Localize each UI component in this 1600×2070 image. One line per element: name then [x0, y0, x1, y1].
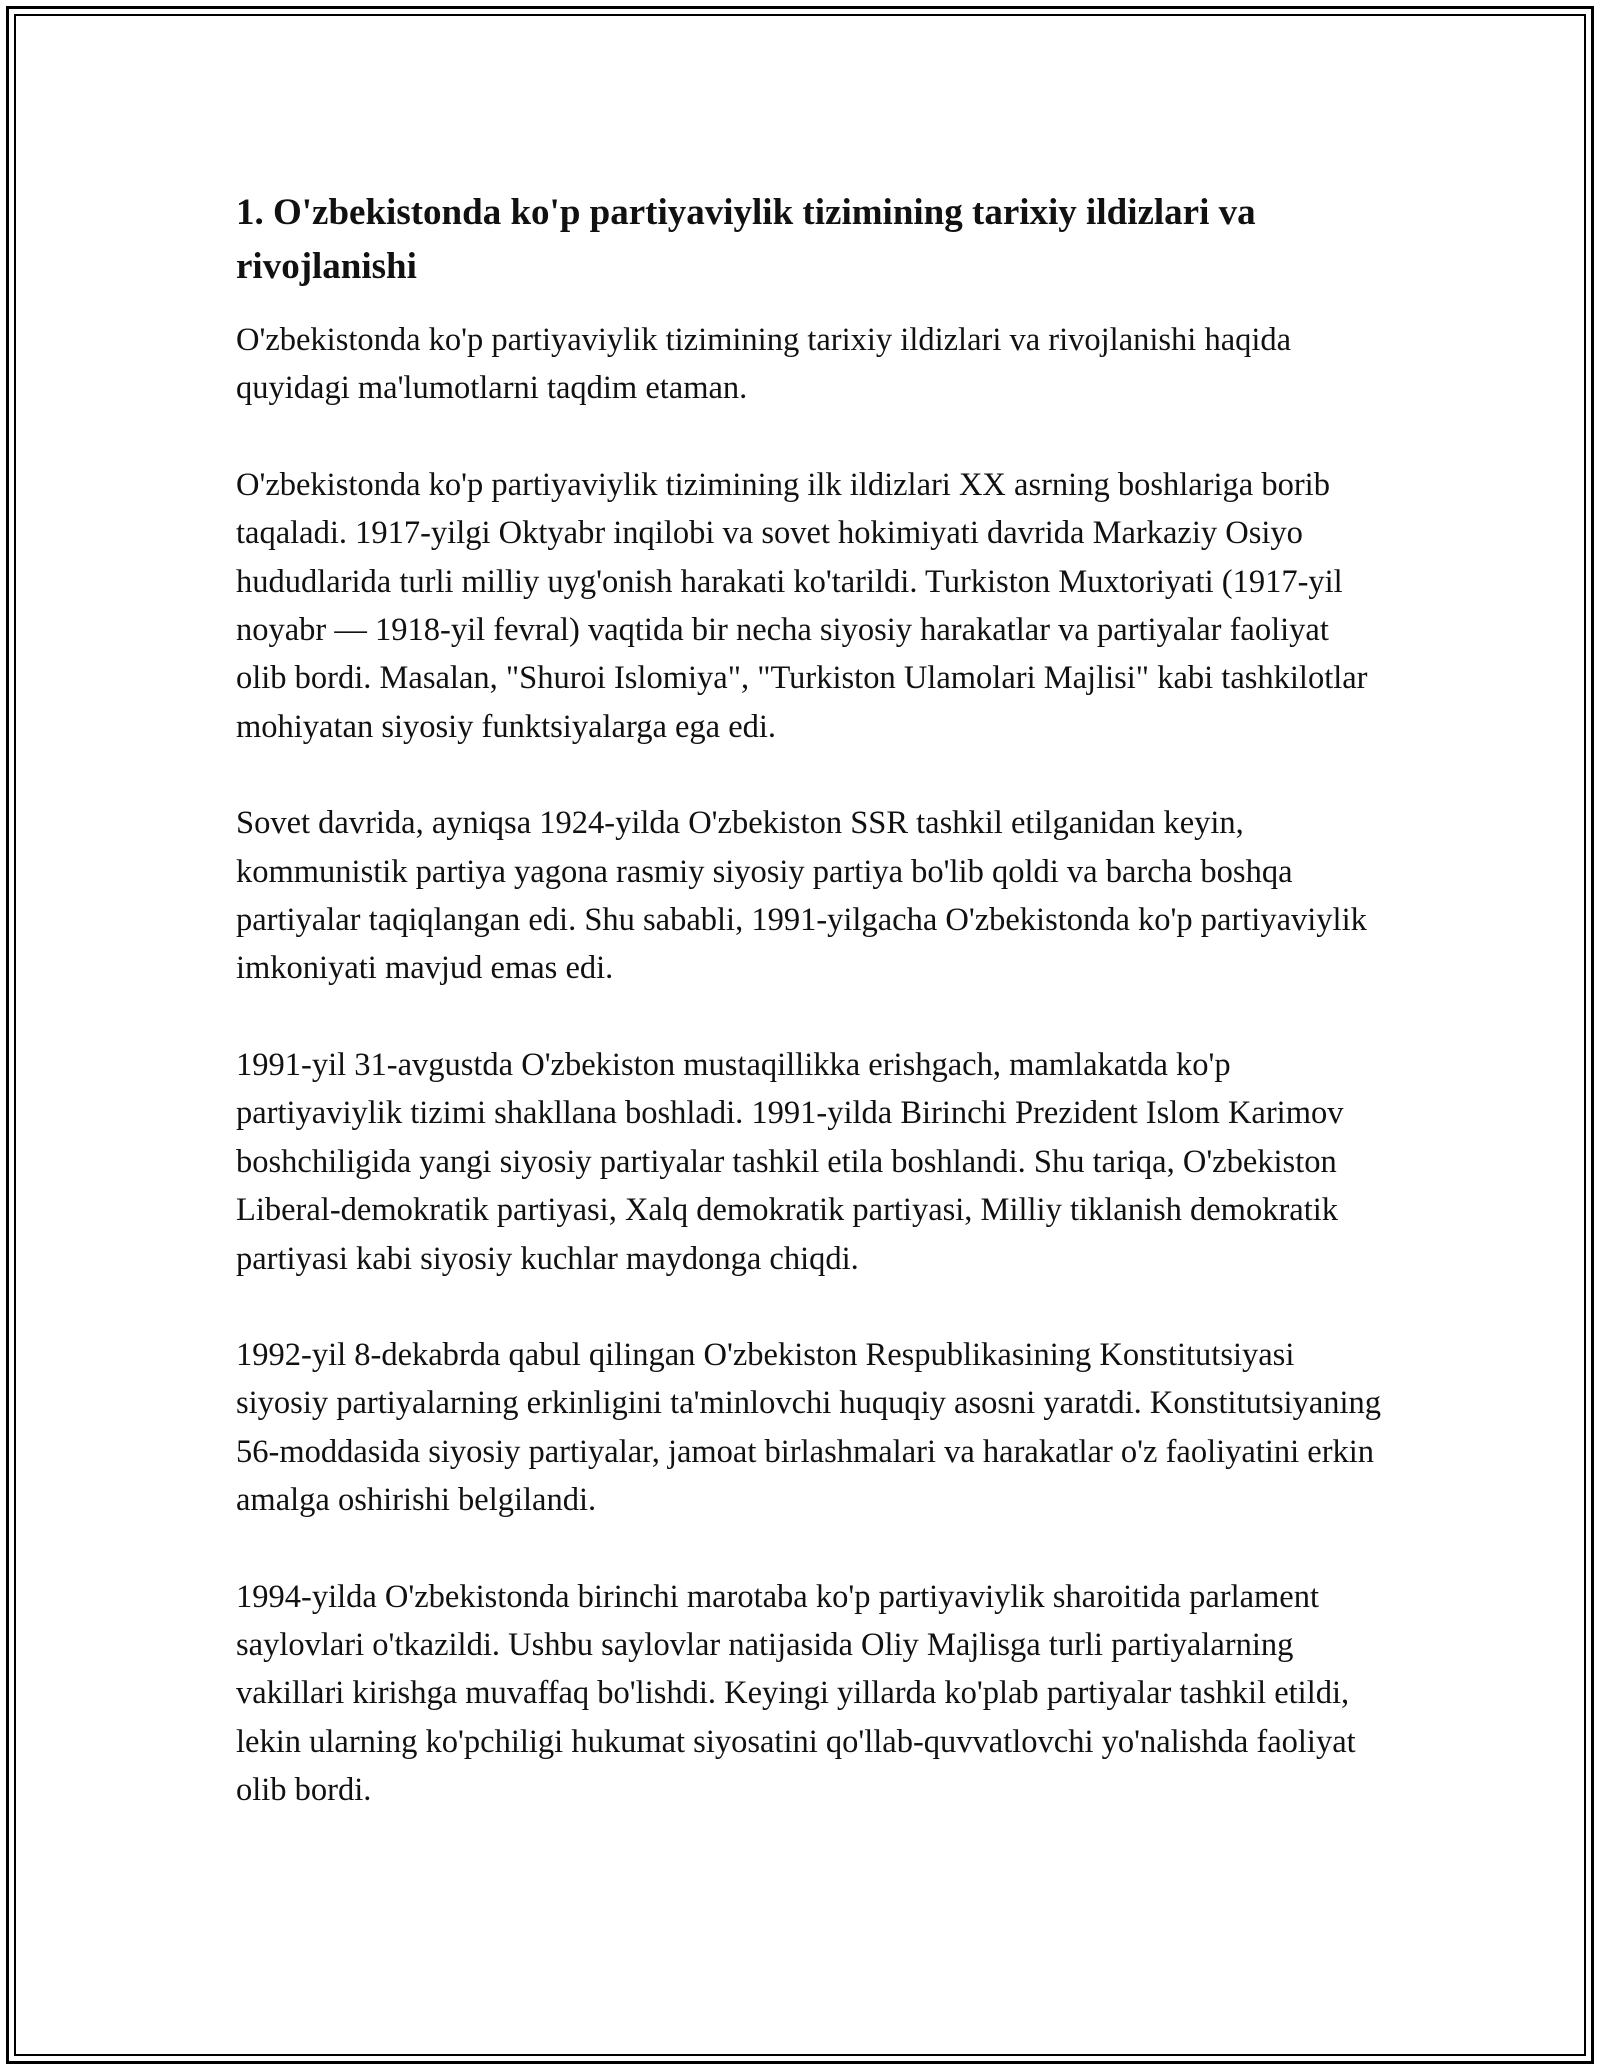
paragraph-independence: 1991-yil 31-avgustda O'zbekiston mustaqillikka erishgach, mamlakatda ko'p partiyaviylik tizimi shakllana boshladi. 1991-yilda Birinchi Prezident Islom Karimov boshchiligida yangi siyosiy partiyalar tashkil etila boshlandi. Shu tariqa, O'zbekiston Liberal-demokratik partiyasi, Xalq demokratik partiyasi, Milliy tiklanish demokratik partiyasi kabi siyosiy kuchlar maydonga chiqdi. — [236, 1046, 1344, 1277]
paragraph-constitution: 1992-yil 8-dekabrda qabul qilingan O'zbekiston Respublikasining Konstitutsiyasi siyosiy partiyalarning erkinligini ta'minlovchi huquqiy asosni yaratdi. Konstitutsiyaning 56-moddasida siyosiy partiyalar, jamoat birlashmalari va harakatlar o'z faoliyatini erkin amalga oshirishi belgilandi. — [236, 1336, 1382, 1519]
paragraph-intro: O'zbekistonda ko'p partiyaviylik tizimining tarixiy ildizlari va rivojlanishi haqida quyidagi ma'lumotlarni taqdim etaman. — [236, 322, 1292, 407]
paragraph-soviet-period: Sovet davrida, ayniqsa 1924-yilda O'zbekiston SSR tashkil etilganidan keyin, kommunistik partiya yagona rasmiy siyosiy partiya bo'lib qoldi va barcha boshqa partiyalar taqiqlangan edi. Shu sababli, 1991-yilgacha O'zbekistonda ko'p partiyaviylik imkoniyati mavjud emas edi. — [236, 805, 1367, 987]
paragraph-1994-elections: 1994-yilda O'zbekistonda birinchi marotaba ko'p partiyaviylik sharoitida parlament saylovlari o'tkazildi. Ushbu saylovlar natijasida Oliy Majlisga turli partiyalarning vakillari kirishga muvaffaq bo'lishdi. Keyingi yillarda ko'plab partiyalar tashkil etildi, lekin ularning ko'pchiligi hukumat siyosatini qo'llab-quvvatlovchi yo'nalishda faoliyat olib bordi. — [236, 1578, 1356, 1809]
paragraph-early-roots: O'zbekistonda ko'p partiyaviylik tizimining ilk ildizlari XX asrning boshlariga borib taqaladi. 1917-yilgi Oktyabr inqilobi va sovet hokimiyati davrida Markaziy Osiyo hududlarida turli milliy uyg'onish harakati ko'tarildi. Turkiston Muxtoriyati (1917-yil noyabr — 1918-yil fevral) vaqtida bir necha siyosiy harakatlar va partiyalar faoliyat olib bordi. Masalan, "Shuroi Islomiya", "Turkiston Ulamolari Majlisi" kabi tashkilotlar mohiyatan siyosiy funktsiyalarga ega edi. — [236, 466, 1368, 745]
document-body — [236, 186, 1386, 1863]
section-title: 1. O'zbekistonda ko'p partiyaviylik tizimining tarixiy ildizlari va rivojlanishi — [236, 192, 1256, 287]
